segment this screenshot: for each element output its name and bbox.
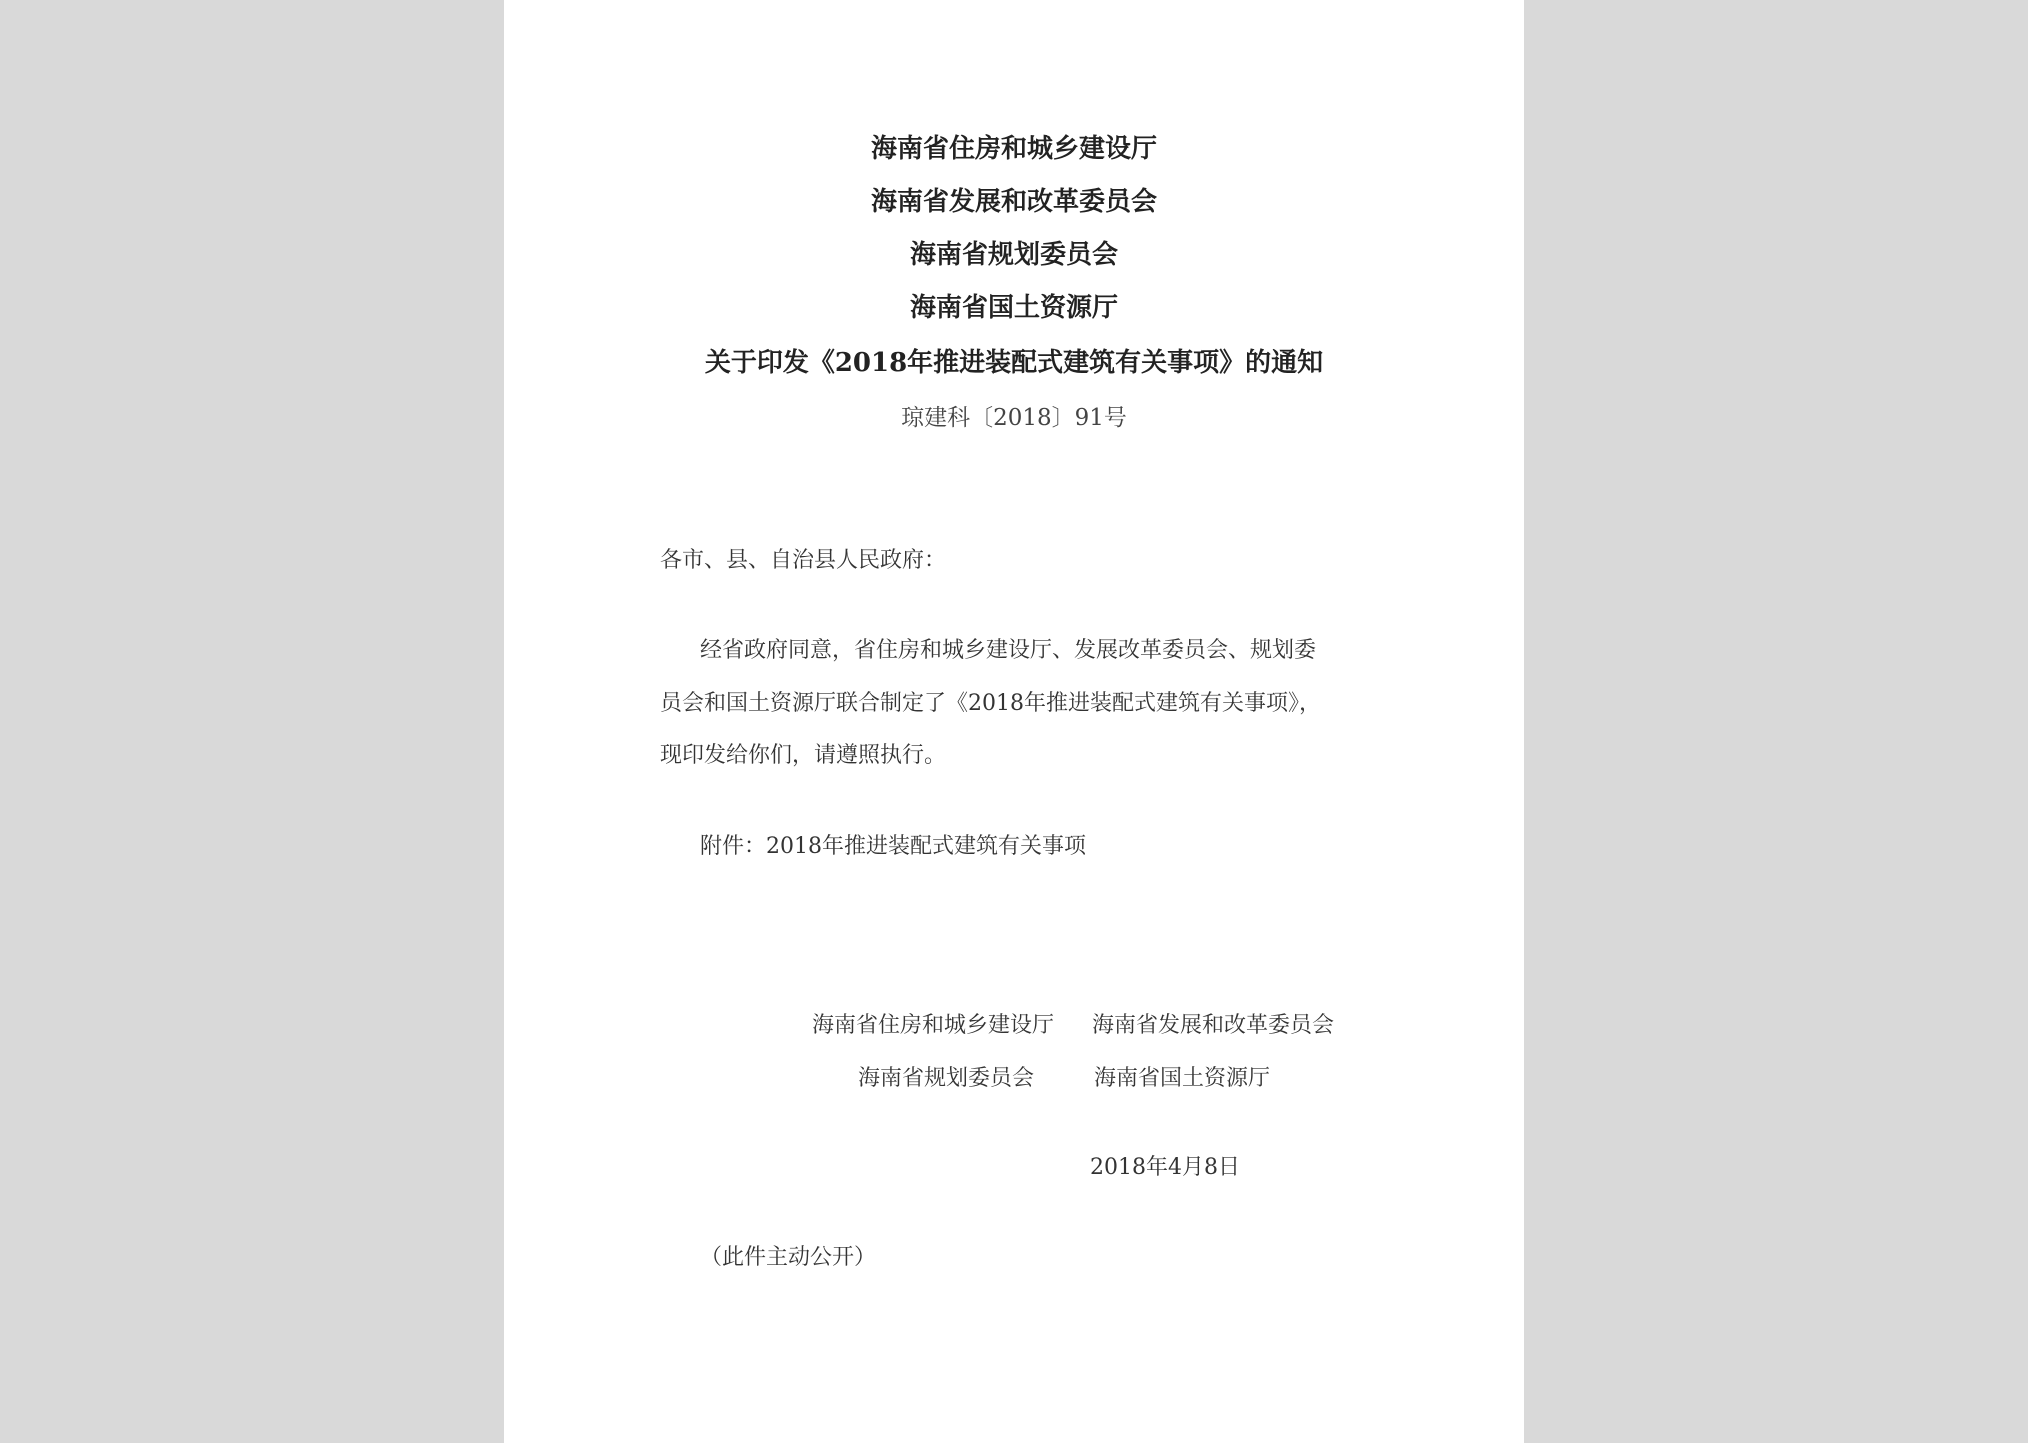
- body-line-3: 现印发给你们，请遵照执行。: [660, 743, 947, 768]
- body-line-1: 经省政府同意，省住房和城乡建设厅、发展改革委员会、规划委: [700, 638, 1317, 663]
- signature-planning-committee: 海南省规划委员会: [858, 1066, 1035, 1091]
- document-title: 关于印发《2018年推进装配式建筑有关事项》的通知: [704, 348, 1324, 378]
- issuer-2: 海南省发展和改革委员会: [870, 187, 1157, 217]
- document-number: 琼建科〔2018〕91号: [901, 405, 1127, 431]
- issue-date: 2018年4月8日: [1090, 1155, 1240, 1180]
- addressee: 各市、县、自治县人民政府：: [660, 548, 947, 573]
- signature-housing-dept: 海南省住房和城乡建设厅: [812, 1013, 1055, 1038]
- signature-development-commission: 海南省发展和改革委员会: [1092, 1013, 1335, 1038]
- issuer-1: 海南省住房和城乡建设厅: [870, 134, 1157, 164]
- body-line-2: 员会和国土资源厅联合制定了《2018年推进装配式建筑有关事项》，: [660, 691, 1321, 716]
- issuer-4: 海南省国土资源厅: [909, 293, 1118, 323]
- document-page: [504, 0, 1524, 1443]
- issuer-3: 海南省规划委员会: [909, 240, 1118, 270]
- public-note: （此件主动公开）: [700, 1245, 877, 1270]
- attachment-line: 附件：2018年推进装配式建筑有关事项: [700, 834, 1086, 859]
- signature-land-resources-dept: 海南省国土资源厅: [1094, 1066, 1271, 1091]
